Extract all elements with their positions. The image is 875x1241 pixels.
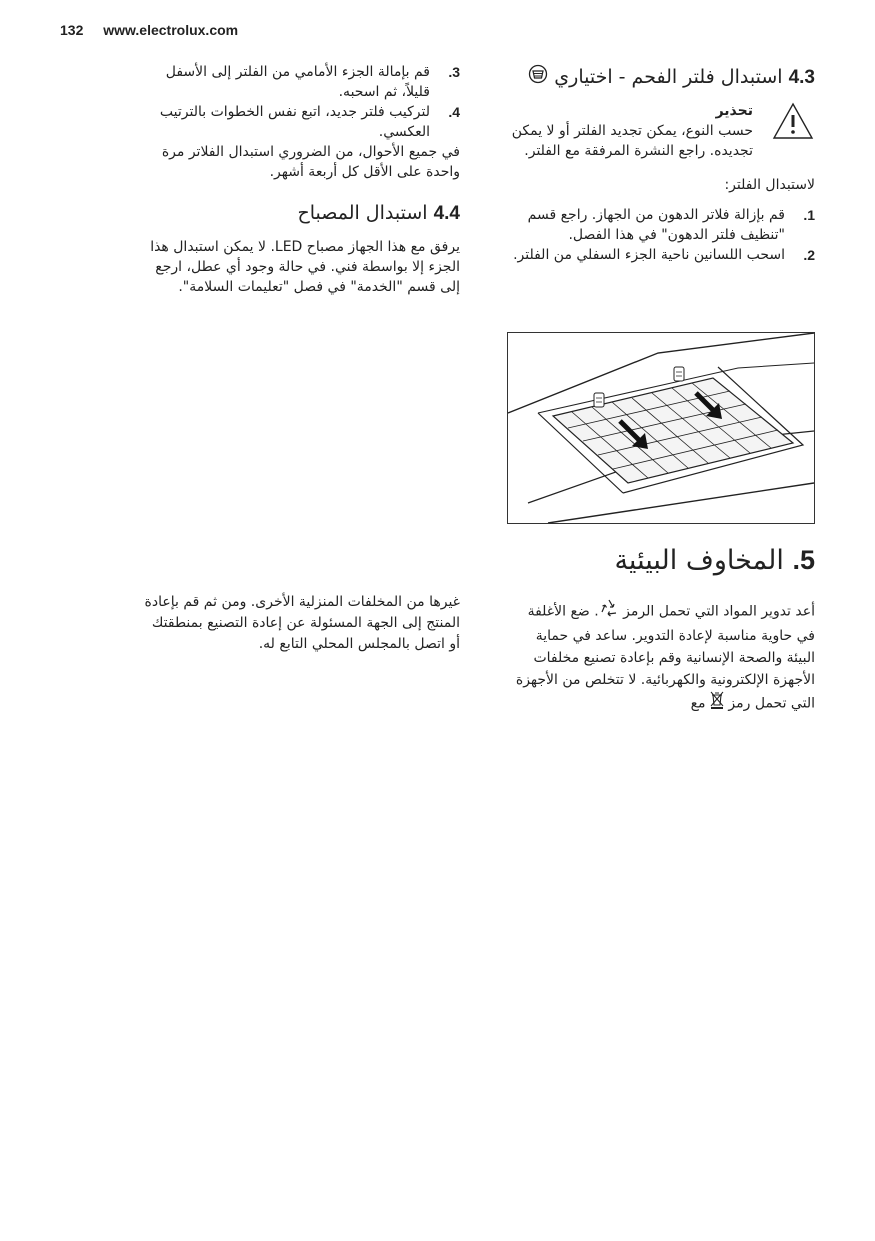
website-link[interactable]: www.electrolux.com xyxy=(103,22,239,38)
step-text: قم بإمالة الجزء الأمامي من الفلتر إلى الأسفل قليلاً، ثم اسحبه. xyxy=(165,64,430,100)
steps-list xyxy=(505,205,815,265)
step-text: اسحب اللسانين ناحية الجزء السفلي من الفلتر. xyxy=(513,247,785,263)
warning-text: حسب النوع، يمكن تجديد الفلتر أو لا يمكن تجديده. راجع النشرة المرفقة مع الفلتر. xyxy=(511,123,753,159)
step-number: 2. xyxy=(803,247,815,263)
page-header xyxy=(60,22,238,38)
step-text: لتركيب فلتر جديد، اتبع نفس الخطوات بالترتيب العكسي. xyxy=(159,104,430,140)
step-number: 3. xyxy=(448,64,460,80)
section-4-3-title: استبدال فلتر الفحم - اختياري xyxy=(554,66,783,88)
steps-list-continued xyxy=(138,62,460,142)
recycle-icon xyxy=(599,598,619,625)
filter-option-icon xyxy=(528,63,548,93)
section-4-3-continuation xyxy=(138,62,460,297)
list-item xyxy=(505,245,815,265)
environment-text-part1: أعد تدوير المواد التي تحمل الرمز xyxy=(623,603,815,620)
filter-removal-diagram xyxy=(507,332,815,524)
section-5-number: 5. xyxy=(792,545,815,575)
section-4-3-number: 4.3 xyxy=(788,67,815,88)
step-number: 1. xyxy=(803,207,815,223)
section-4-4-text: يرفق مع هذا الجهاز مصباح LED. لا يمكن استبدال هذا الجزء إلا بواسطة فني. في حالة وجود أي عطل، ارجع إلى قسم "الخدمة" في فصل "تعليمات السلامة". xyxy=(150,239,460,295)
environment-text xyxy=(505,598,815,716)
section-5-continuation xyxy=(138,592,460,655)
filter-tab-right xyxy=(674,367,684,381)
filter-tab-left xyxy=(594,393,604,407)
filter-grid xyxy=(553,378,793,483)
section-5-body xyxy=(505,598,815,716)
warning-box xyxy=(505,101,815,161)
warning-triangle-icon xyxy=(753,101,815,161)
section-4-4-heading xyxy=(138,198,460,229)
step-text: قم بإزالة فلاتر الدهون من الجهاز. راجع قسم "تنظيف فلتر الدهون" في هذا الفصل. xyxy=(527,207,785,243)
section-4-4-title: استبدال المصباح xyxy=(297,202,428,224)
weee-bin-icon xyxy=(710,691,724,716)
section-5-title: المخاوف البيئية xyxy=(614,545,784,576)
section-4-3-heading xyxy=(505,62,815,93)
section-5-heading xyxy=(505,540,815,581)
list-item xyxy=(505,205,815,245)
page-number: 132 xyxy=(60,22,84,38)
list-item xyxy=(138,62,460,102)
list-item xyxy=(138,102,460,142)
warning-title: تحذير xyxy=(715,103,753,119)
environment-text-part2: . ضع الأغلفة في حاوية مناسبة لإعادة التدوير. ساعد في حماية البيئة والصحة الإنسانية وقم بإعادة تصنيع مخلفات الأجهزة الإلكترونية والكهربائية. لا تتخلص من الأجهزة التي تحمل رمز xyxy=(515,603,815,712)
environment-text-part3: مع xyxy=(690,695,706,712)
environment-text-continued: غيرها من المخلفات المنزلية الأخرى. ومن ثم قم بإعادة المنتج إلى الجهة المسئولة عن إعادة التصنيع بمنطقتك أو اتصل بالمجلس المحلي التابع له. xyxy=(144,594,460,652)
steps-intro: لاستبدال الفلتر: xyxy=(724,177,815,193)
section-4-4-number: 4.4 xyxy=(433,203,460,224)
section-4-3 xyxy=(505,62,815,265)
replacement-note: في جميع الأحوال، من الضروري استبدال الفلاتر مرة واحدة على الأقل كل أربعة أشهر. xyxy=(161,144,460,180)
step-number: 4. xyxy=(448,104,460,120)
